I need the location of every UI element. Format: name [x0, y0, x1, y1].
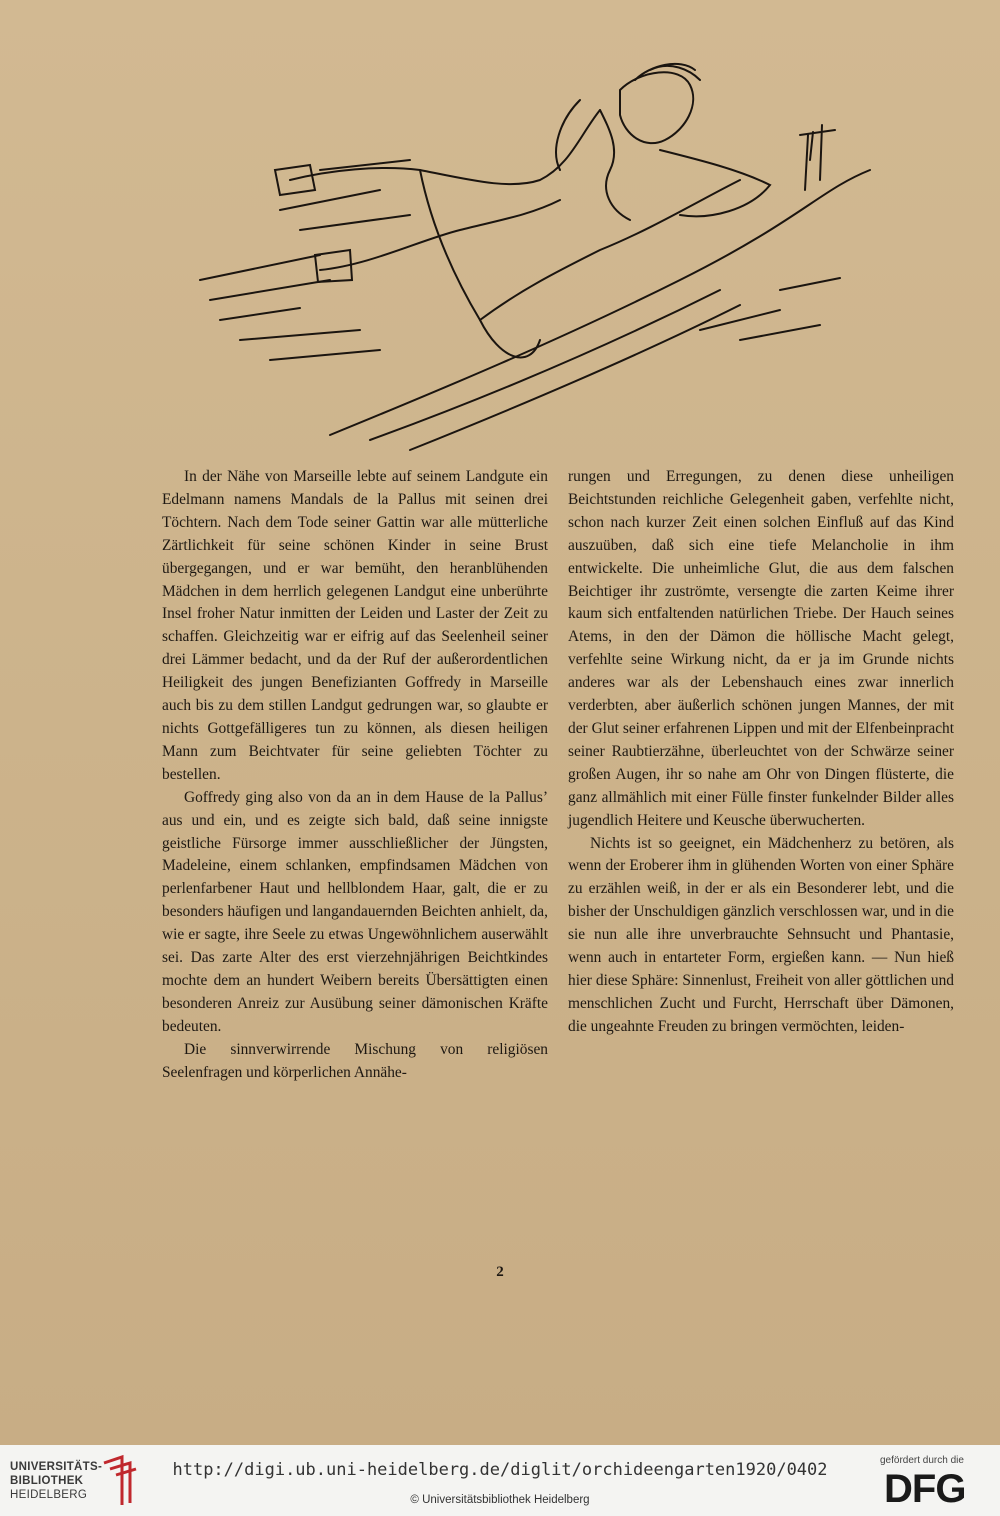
library-line1: UNIVERSITÄTS-	[10, 1461, 103, 1473]
paragraph: Goffredy ging also von da an in dem Hause de la Pallus’ aus und ein, und es zeigte sich bald, daß seine innigste geistliche Fürsorge immer ausschließlicher der Jüngsten, Madeleine, einem schlanken, empfindsamen Mädchen von perlenfarbener Haut und hellblondem Haar, galt, die er zu besonders häufigen und langandauernden Beichten anhielt, da, wie er sagte, ihre Seele zu etwas Ungewöhnlichem auserwählt sei. Das zarte Alter des erst vierzehnjährigen Beichtkindes mochte dem an hundert Weibern bereits Übersättigten einen besonderen Anreiz zur Ausübung seiner dämonischen Kräfte bedeuten.	[162, 788, 548, 1035]
funding-note: gefördert durch die	[880, 1455, 964, 1466]
library-line3: HEIDELBERG	[10, 1489, 88, 1501]
right-text-column	[568, 466, 954, 1039]
ink-drawing-flying-figure-icon	[180, 40, 880, 460]
copyright-notice: © Universitätsbibliothek Heidelberg	[410, 1494, 590, 1506]
library-line2: BIBLIOTHEK	[10, 1475, 84, 1487]
paragraph: Nichts ist so geeignet, ein Mädchenherz zu betören, als wenn der Eroberer ihm in glühenden Worten von einer Sphäre zu erzählen weiß, in der er als ein Besonderer lebt, und die bisher der Unschuldigen gänzlich verschlossen war, und in die sie nun alle ihre unverbrauchte Sehnsucht und Phantasie, wenn auch in entarteter Form, ergießen kann. — Nun hieß hier diese Sphäre: Sinnenlust, Freiheit von aller göttlichen und menschlichen Zucht und Furcht, Herrschaft über Dämonen, die ungeahnte Freuden zu bringen vermöchten, leiden-	[568, 834, 954, 1035]
paragraph: In der Nähe von Marseille lebte auf seinem Landgute ein Edelmann namens Mandals de la Pallus mit seinen drei Töchtern. Nach dem Tode seiner Gattin war alle mütterliche Zärtlichkeit für seine schönen Kinder in seine Brust übergegangen, und er war bemüht, den heranblühenden Mädchen in dem herrlich gelegenen Landgut eine unberührte Insel froher Natur inmitten der Leiden und Laster der Zeit zu schaffen. Gleichzeitig war er eifrig auf das Seelenheil seiner drei Lämmer bedacht, und da der Ruf der außerordentlichen Heiligkeit des jungen Benefizianten Goffredy in Marseille auch bis zu dem stillen Landgut gedrungen war, so glaubte er nichts Gottgefälligeres tun zu können, als diesen heiligen Mann zum Beichtvater für seine geliebten Töchter zu bestellen.	[162, 468, 548, 783]
paragraph: Die sinnverwirrende Mischung von religiösen Seelenfragen und körperlichen Annähe-	[162, 1040, 548, 1081]
dfg-logo: DFG	[884, 1467, 966, 1511]
left-text-column	[162, 466, 548, 1084]
page-number: 2	[496, 1264, 504, 1280]
document-url-link[interactable]: http://digi.ub.uni-heidelberg.de/diglit/orchideengarten1920/0402	[172, 1460, 828, 1480]
paragraph: rungen und Erregungen, zu denen diese unheiligen Beichtstunden reichliche Gelegenheit gaben, verfehlte nicht, schon nach kurzer Zeit einen solchen Einfluß auf das Kind auszuüben, daß sich eine tiefe Melancholie in ihm entwickelte. Die unheimliche Glut, die aus dem falschen Beichtiger ihr zuströmte, versengte die zarten Keime ihrer kaum sich entfaltenden natürlichen Triebe. Der Hauch seines Atems, in den der Dämon die höllische Macht gelegt, verfehlte seine Wirkung nicht, da er ja im Grunde nichts anderes war als der Lebenshauch eines zwar innerlich verderbten, aber äußerlich schönen jungen Mannes, der mit der Glut seiner erfahrenen Lippen und mit der Elfenbeinpracht seiner Raubtierzähne, überleuchtet von der Schwärze seiner großen Augen, ihr so nahe am Ohr von Dingen flüsterte, die ganz allmählich mit einer Fülle finster funkelnder Bilder alles jugendlich Heitere und Keusche überwucherten.	[568, 468, 954, 829]
